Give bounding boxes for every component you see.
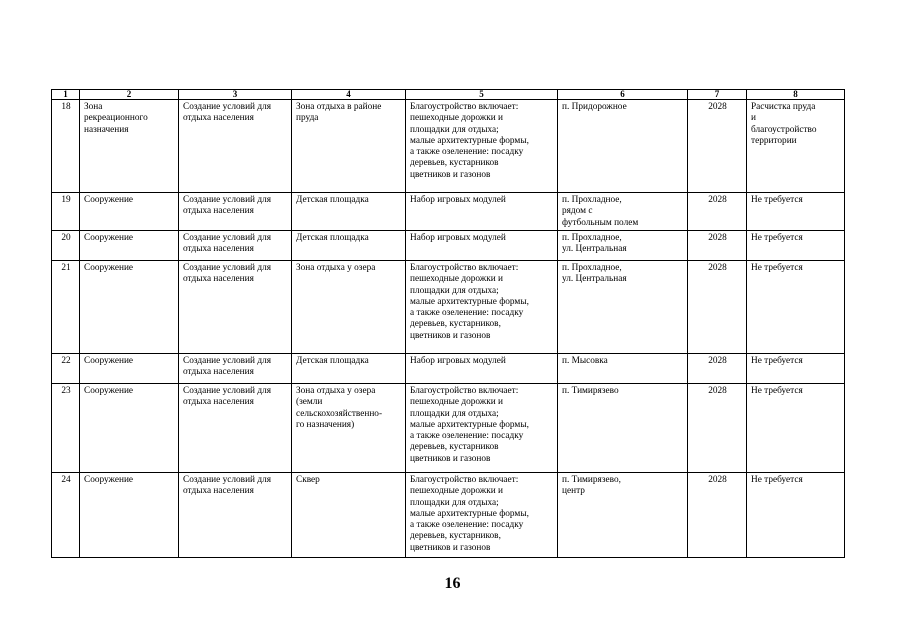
object-type: Сооружение [80, 231, 179, 261]
row-number: 18 [52, 100, 80, 193]
header-col-5: 5 [406, 90, 558, 100]
object-type: Сооружение [80, 193, 179, 231]
object-type: Зона рекреационного назначения [80, 100, 179, 193]
planning-table [51, 89, 845, 558]
header-col-2: 2 [80, 90, 179, 100]
object-note: Расчистка пруда и благоустройство территории [747, 100, 845, 193]
header-col-3: 3 [179, 90, 292, 100]
object-location: п. Придорожное [558, 100, 688, 193]
object-name: Зона отдыха у озера [292, 261, 406, 354]
row-number: 22 [52, 354, 80, 384]
object-name: Сквер [292, 473, 406, 558]
object-year: 2028 [688, 384, 747, 473]
object-type: Сооружение [80, 261, 179, 354]
object-description: Набор игровых модулей [406, 193, 558, 231]
object-note: Не требуется [747, 261, 845, 354]
object-location: п. Тимирязево [558, 384, 688, 473]
header-col-7: 7 [688, 90, 747, 100]
row-number: 19 [52, 193, 80, 231]
object-year: 2028 [688, 473, 747, 558]
object-note: Не требуется [747, 473, 845, 558]
object-location: п. Прохладное, ул. Центральная [558, 261, 688, 354]
object-year: 2028 [688, 100, 747, 193]
object-year: 2028 [688, 193, 747, 231]
table-row [52, 261, 845, 354]
object-description: Благоустройство включает: пешеходные дорожки и площадки для отдыха; малые архитектурные формы, а также озеленение: посадку деревьев, кустарников цветников и газонов [406, 100, 558, 193]
object-description: Благоустройство включает: пешеходные дорожки и площадки для отдыха; малые архитектурные формы, а также озеленение: посадку деревьев, кустарников, цветников и газонов [406, 261, 558, 354]
object-type: Сооружение [80, 354, 179, 384]
row-number: 21 [52, 261, 80, 354]
object-location: п. Мысовка [558, 354, 688, 384]
page-number: 16 [444, 575, 461, 592]
table-row [52, 193, 845, 231]
object-description: Набор игровых модулей [406, 354, 558, 384]
table-row [52, 473, 845, 558]
table-row [52, 100, 845, 193]
object-name: Детская площадка [292, 354, 406, 384]
object-name: Зона отдыха у озера (земли сельскохозяйственно- го назначения) [292, 384, 406, 473]
header-col-8: 8 [747, 90, 845, 100]
table-row [52, 384, 845, 473]
object-note: Не требуется [747, 193, 845, 231]
row-number: 23 [52, 384, 80, 473]
table-row [52, 231, 845, 261]
object-purpose: Создание условий для отдыха населения [179, 231, 292, 261]
object-type: Сооружение [80, 473, 179, 558]
table-row [52, 354, 845, 384]
object-type: Сооружение [80, 384, 179, 473]
header-col-1: 1 [52, 90, 80, 100]
object-location: п. Тимирязево, центр [558, 473, 688, 558]
object-purpose: Создание условий для отдыха населения [179, 261, 292, 354]
object-name: Зона отдыха в районе пруда [292, 100, 406, 193]
object-purpose: Создание условий для отдыха населения [179, 384, 292, 473]
object-purpose: Создание условий для отдыха населения [179, 100, 292, 193]
object-description: Благоустройство включает: пешеходные дорожки и площадки для отдыха; малые архитектурные формы, а также озеленение: посадку деревьев, кустарников цветников и газонов [406, 384, 558, 473]
object-note: Не требуется [747, 354, 845, 384]
object-purpose: Создание условий для отдыха населения [179, 354, 292, 384]
object-note: Не требуется [747, 231, 845, 261]
object-name: Детская площадка [292, 193, 406, 231]
row-number: 24 [52, 473, 80, 558]
object-note: Не требуется [747, 384, 845, 473]
object-purpose: Создание условий для отдыха населения [179, 473, 292, 558]
object-year: 2028 [688, 354, 747, 384]
object-location: п. Прохладное, рядом с футбольным полем [558, 193, 688, 231]
object-year: 2028 [688, 261, 747, 354]
object-year: 2028 [688, 231, 747, 261]
object-location: п. Прохладное, ул. Центральная [558, 231, 688, 261]
header-col-6: 6 [558, 90, 688, 100]
object-purpose: Создание условий для отдыха населения [179, 193, 292, 231]
header-row [52, 90, 845, 100]
object-description: Набор игровых модулей [406, 231, 558, 261]
object-description: Благоустройство включает: пешеходные дорожки и площадки для отдыха; малые архитектурные формы, а также озеленение: посадку деревьев, кустарников, цветников и газонов [406, 473, 558, 558]
object-name: Детская площадка [292, 231, 406, 261]
header-col-4: 4 [292, 90, 406, 100]
row-number: 20 [52, 231, 80, 261]
